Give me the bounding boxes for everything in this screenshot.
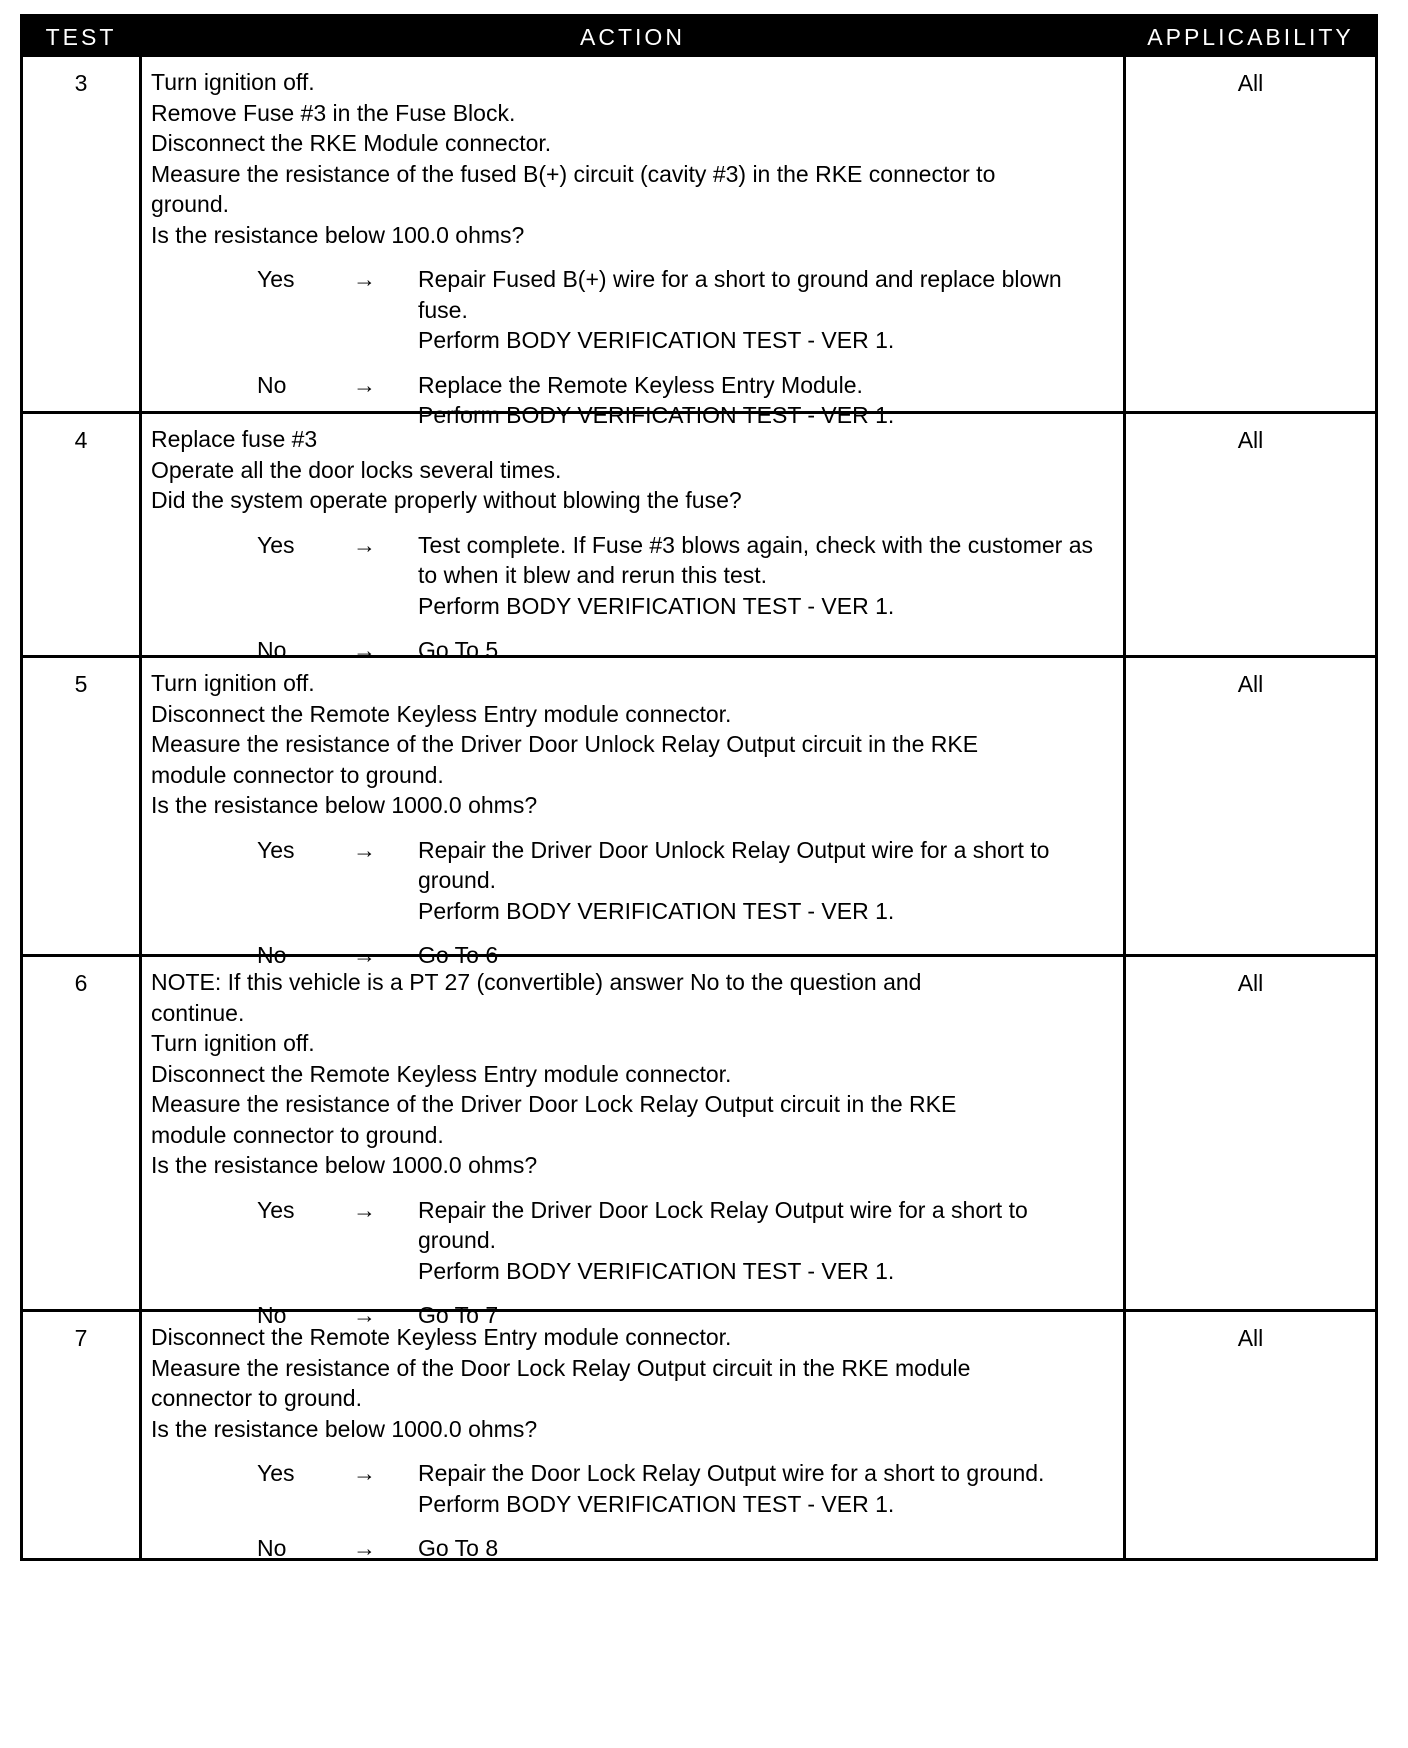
header-action: ACTION: [580, 23, 685, 50]
arrow-right-icon: →: [353, 1535, 376, 1561]
action-step: Turn ignition off.: [151, 1030, 315, 1056]
action-step: connector to ground.: [151, 1385, 362, 1411]
table-header: [23, 17, 1375, 57]
answer-line: Test complete. If Fuse #3 blows again, check with the customer as: [418, 531, 1093, 558]
answer-text: [418, 1533, 1117, 1564]
answer-label: No: [257, 1535, 287, 1561]
answer-line: Go To 7: [418, 1302, 499, 1328]
action-step: Measure the resistance of the Driver Door Unlock Relay Output circuit in the RKE: [151, 731, 979, 757]
applicability: All: [1237, 70, 1264, 96]
action-step: Is the resistance below 1000.0 ohms?: [151, 792, 538, 818]
answer-line: Repair the Driver Door Lock Relay Output wire for a short to: [418, 1196, 1028, 1223]
answer-line: Perform BODY VERIFICATION TEST - VER 1.: [418, 592, 895, 619]
arrow-right-icon: →: [353, 942, 376, 968]
action-step: Disconnect the Remote Keyless Entry module connector.: [151, 1324, 732, 1350]
answer-no: [151, 1533, 1117, 1564]
answer-label: Yes: [257, 836, 295, 863]
answer-list: [151, 1195, 1117, 1331]
action-step: Remove Fuse #3 in the Fuse Block.: [151, 99, 516, 126]
answer-label: Yes: [257, 1460, 295, 1486]
answer-list: [151, 835, 1117, 971]
answer-yes: [151, 264, 1117, 356]
applicability: All: [1237, 970, 1264, 996]
answer-line: Perform BODY VERIFICATION TEST - VER 1.: [418, 1257, 895, 1284]
answer-line: Replace the Remote Keyless Entry Module.: [418, 371, 863, 398]
test-number: 5: [74, 671, 88, 697]
answer-list: [151, 264, 1117, 431]
arrow-right-icon: →: [353, 1460, 376, 1486]
test-number: 3: [74, 70, 88, 96]
answer-line: to when it blew and rerun this test.: [418, 562, 768, 588]
answer-list: [151, 1458, 1117, 1564]
action-step: Is the resistance below 1000.0 ohms?: [151, 1152, 538, 1178]
arrow-right-icon: →: [353, 1302, 376, 1328]
header-applicability: APPLICABILITY: [1147, 23, 1354, 50]
arrow-right-icon: →: [353, 266, 376, 292]
answer-line: Repair Fused B(+) wire for a short to ground and replace blown: [418, 266, 1062, 292]
table-row: [23, 411, 1375, 663]
answer-line: Repair the Driver Door Unlock Relay Output wire for a short to: [418, 836, 1050, 863]
action-step: Is the resistance below 100.0 ohms?: [151, 221, 525, 248]
table-body: [23, 57, 1375, 1561]
answer-line: fuse.: [418, 296, 468, 323]
action-cell: [139, 414, 1126, 663]
applicability: All: [1237, 427, 1264, 453]
answer-list: [151, 530, 1117, 666]
answer-line: Perform BODY VERIFICATION TEST - VER 1.: [418, 327, 895, 353]
action-step: module connector to ground.: [151, 761, 444, 788]
header-test: TEST: [45, 23, 117, 50]
answer-yes: [151, 1458, 1117, 1519]
diagnostic-table: [20, 14, 1378, 1561]
action-step: continue.: [151, 999, 245, 1026]
arrow-right-icon: →: [353, 371, 376, 398]
answer-text: [418, 1195, 1117, 1287]
action-step: module connector to ground.: [151, 1121, 444, 1148]
answer-line: Go To 6: [418, 942, 499, 968]
action-step: Disconnect the Remote Keyless Entry module connector.: [151, 1060, 732, 1087]
answer-line: Go To 8: [418, 1535, 499, 1561]
action-step: Turn ignition off.: [151, 69, 315, 95]
action-step: Disconnect the RKE Module connector.: [151, 130, 552, 156]
answer-line: Go To 5: [418, 637, 499, 663]
test-number: 4: [74, 427, 88, 453]
action-step: Measure the resistance of the Door Lock Relay Output circuit in the RKE module: [151, 1354, 971, 1381]
answer-text: [418, 1458, 1117, 1519]
answer-label: Yes: [257, 266, 295, 292]
answer-label: No: [257, 637, 287, 663]
action-step: Turn ignition off.: [151, 670, 315, 696]
answer-yes: [151, 530, 1117, 622]
arrow-right-icon: →: [353, 1196, 376, 1223]
answer-label: No: [257, 371, 287, 398]
table-row: [23, 954, 1375, 1328]
action-cell: [139, 57, 1126, 428]
arrow-right-icon: →: [353, 836, 376, 863]
answer-line: Repair the Door Lock Relay Output wire for a short to ground.: [418, 1460, 1045, 1486]
action-step: Disconnect the Remote Keyless Entry module connector.: [151, 700, 732, 727]
applicability: All: [1237, 1325, 1264, 1351]
answer-text: [418, 530, 1117, 622]
action-step: Measure the resistance of the Driver Door Lock Relay Output circuit in the RKE: [151, 1091, 957, 1117]
answer-yes: [151, 1195, 1117, 1287]
table-row: [23, 57, 1375, 428]
action-step: NOTE: If this vehicle is a PT 27 (convertible) answer No to the question and: [151, 969, 922, 995]
action-cell: [139, 658, 1126, 968]
action-cell: [139, 1312, 1126, 1561]
answer-label: No: [257, 942, 287, 968]
answer-line: Perform BODY VERIFICATION TEST - VER 1.: [418, 897, 895, 924]
action-step: Is the resistance below 1000.0 ohms?: [151, 1415, 538, 1442]
answer-yes: [151, 835, 1117, 927]
table-row: [23, 655, 1375, 968]
action-step: Replace fuse #3: [151, 426, 318, 452]
table-row: [23, 1309, 1375, 1561]
answer-line: ground.: [418, 1227, 497, 1253]
answer-label: No: [257, 1302, 287, 1328]
arrow-right-icon: →: [353, 637, 376, 663]
answer-line: Perform BODY VERIFICATION TEST - VER 1.: [418, 402, 895, 428]
answer-label: Yes: [257, 1196, 295, 1223]
answer-line: ground.: [418, 867, 497, 893]
test-number: 7: [74, 1325, 88, 1351]
action-step: Operate all the door locks several times.: [151, 456, 562, 483]
applicability: All: [1237, 671, 1264, 697]
action-step: ground.: [151, 191, 230, 217]
action-step: Did the system operate properly without blowing the fuse?: [151, 487, 742, 513]
test-number: 6: [74, 970, 88, 996]
answer-label: Yes: [257, 531, 295, 558]
answer-text: [418, 835, 1117, 927]
answer-text: [418, 264, 1117, 356]
arrow-right-icon: →: [353, 531, 376, 558]
action-step: Measure the resistance of the fused B(+) circuit (cavity #3) in the RKE connector to: [151, 160, 996, 187]
action-cell: [139, 957, 1126, 1328]
answer-line: Perform BODY VERIFICATION TEST - VER 1.: [418, 1490, 895, 1517]
